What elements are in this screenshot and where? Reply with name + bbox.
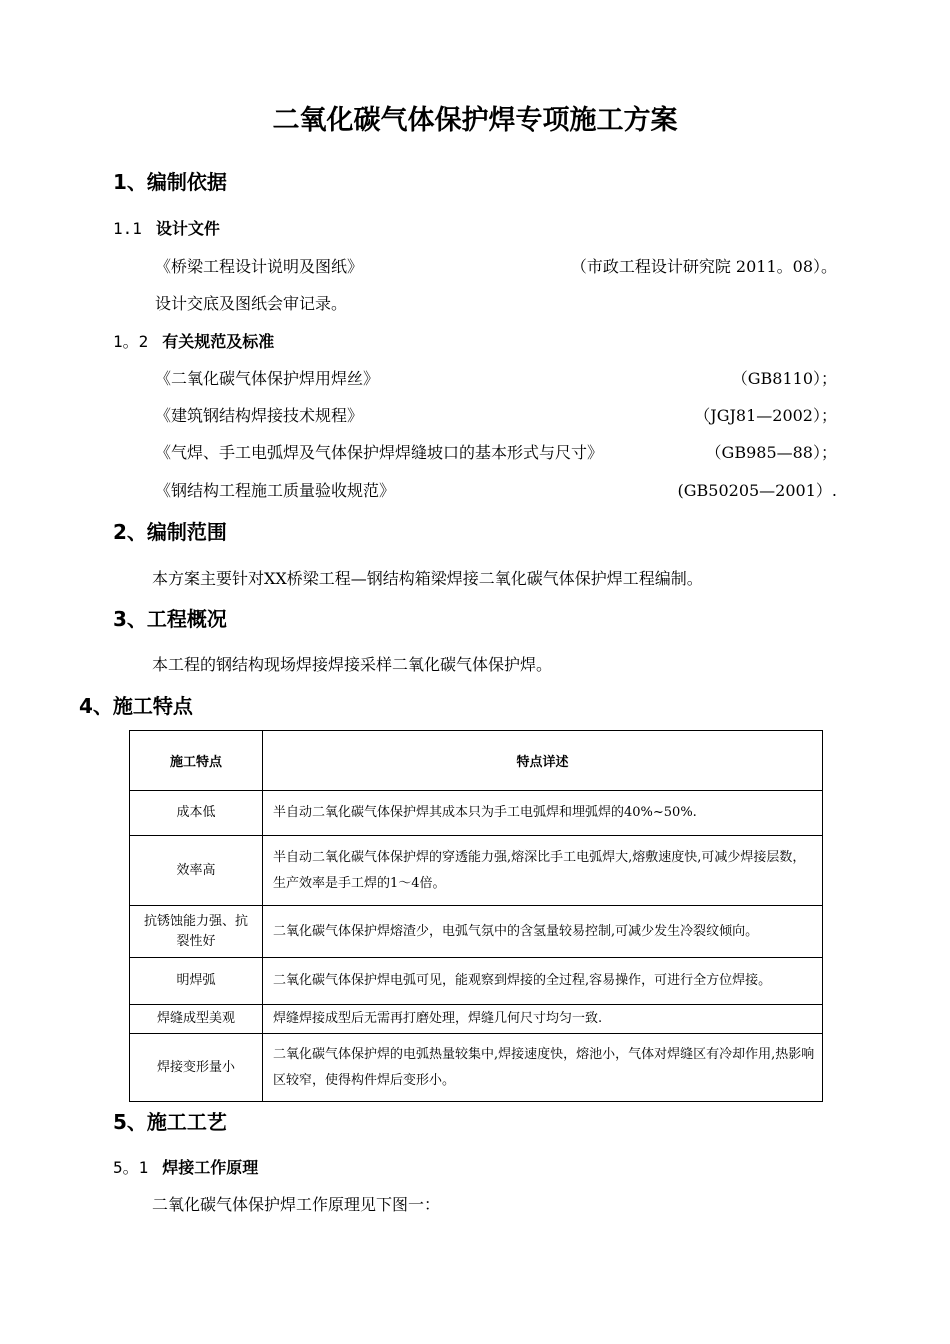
feature-cell: 成本低 <box>130 791 263 836</box>
standard-code: （GB8110）； <box>731 369 837 388</box>
detail-cell: 半自动二氧化碳气体保护焊其成本只为手工电弧焊和埋弧焊的40%~50%. <box>263 791 823 836</box>
section-3-heading: 3、工程概况 <box>113 607 227 631</box>
standard-name: 《钢结构工程施工质量验收规范》 <box>155 481 396 500</box>
standard-ref-row <box>155 366 837 389</box>
feature-cell: 明焊弧 <box>130 958 263 1005</box>
standard-ref-row <box>155 403 837 426</box>
subsection-1-1-heading <box>113 216 220 239</box>
standard-code: （GB985—88）； <box>705 443 837 462</box>
detail-cell: 二氧化碳气体保护焊电弧可见，能观察到焊接的全过程,容易操作，可进行全方位焊接。 <box>263 958 823 1005</box>
design-document-source: （市政工程设计研究院 2011。08）。 <box>570 257 837 276</box>
feature-cell: 焊接变形量小 <box>130 1034 263 1102</box>
table-row <box>130 791 823 836</box>
column-header: 特点详述 <box>263 731 823 791</box>
table-row <box>130 958 823 1005</box>
subsection-1-2-heading <box>113 329 274 352</box>
features-table <box>129 730 823 1102</box>
table-row <box>130 1034 823 1102</box>
standard-name: 《建筑钢结构焊接技术规程》 <box>155 406 364 425</box>
table-row <box>130 1005 823 1034</box>
standard-ref-row <box>155 440 837 463</box>
subsection-title: 设计文件 <box>155 219 220 238</box>
detail-cell: 二氧化碳气体保护焊熔渣少，电弧气氛中的含氢量较易控制,可减少发生冷裂纹倾向。 <box>263 906 823 958</box>
section-5-heading: 5、施工工艺 <box>113 1110 227 1134</box>
design-review-record: 设计交底及图纸会审记录。 <box>155 294 348 313</box>
detail-cell: 半自动二氧化碳气体保护焊的穿透能力强,熔深比手工电弧焊大,熔敷速度快,可减少焊接层数，生产效率是手工焊的1～4倍。 <box>263 836 823 906</box>
subsection-title: 焊接工作原理 <box>162 1158 259 1177</box>
design-document-row <box>155 254 837 277</box>
subsection-5-1-heading <box>113 1155 258 1178</box>
table-row <box>130 906 823 958</box>
section-1-heading: 1、编制依据 <box>113 170 227 194</box>
standard-ref-row <box>155 478 837 501</box>
detail-cell: 二氧化碳气体保护焊的电弧热量较集中,焊接速度快，熔池小，气体对焊缝区有冷却作用,热影响区较窄，使得构件焊后变形小。 <box>263 1034 823 1102</box>
standard-name: 《二氧化碳气体保护焊用焊丝》 <box>155 369 380 388</box>
table-header-row <box>130 731 823 791</box>
scope-text: 本方案主要针对XX桥梁工程—钢结构箱梁焊接二氧化碳气体保护焊工程编制。 <box>152 569 703 588</box>
subsection-number: 1。2 <box>113 332 149 351</box>
section-4-heading: 4、施工特点 <box>79 694 193 718</box>
design-document-name: 《桥梁工程设计说明及图纸》 <box>155 257 364 276</box>
table-row <box>130 836 823 906</box>
feature-cell: 效率高 <box>130 836 263 906</box>
standard-code: （JGJ81—2002）； <box>694 406 837 425</box>
standard-name: 《气焊、手工电弧焊及气体保护焊焊缝坡口的基本形式与尺寸》 <box>155 443 604 462</box>
standard-code: (GB50205—2001）. <box>677 481 837 500</box>
overview-text: 本工程的钢结构现场焊接焊接采样二氧化碳气体保护焊。 <box>152 655 553 674</box>
feature-cell: 抗锈蚀能力强、抗裂性好 <box>130 906 263 958</box>
section-2-heading: 2、编制范围 <box>113 520 227 544</box>
column-header: 施工特点 <box>130 731 263 791</box>
subsection-number: 1.1 <box>113 219 142 238</box>
subsection-number: 5。1 <box>113 1158 149 1177</box>
subsection-title: 有关规范及标准 <box>162 332 275 351</box>
feature-cell: 焊缝成型美观 <box>130 1005 263 1034</box>
detail-cell: 焊缝焊接成型后无需再打磨处理，焊缝几何尺寸均匀一致. <box>263 1005 823 1034</box>
principle-text: 二氧化碳气体保护焊工作原理见下图一： <box>152 1195 441 1214</box>
document-title: 二氧化碳气体保护焊专项施工方案 <box>272 105 678 136</box>
